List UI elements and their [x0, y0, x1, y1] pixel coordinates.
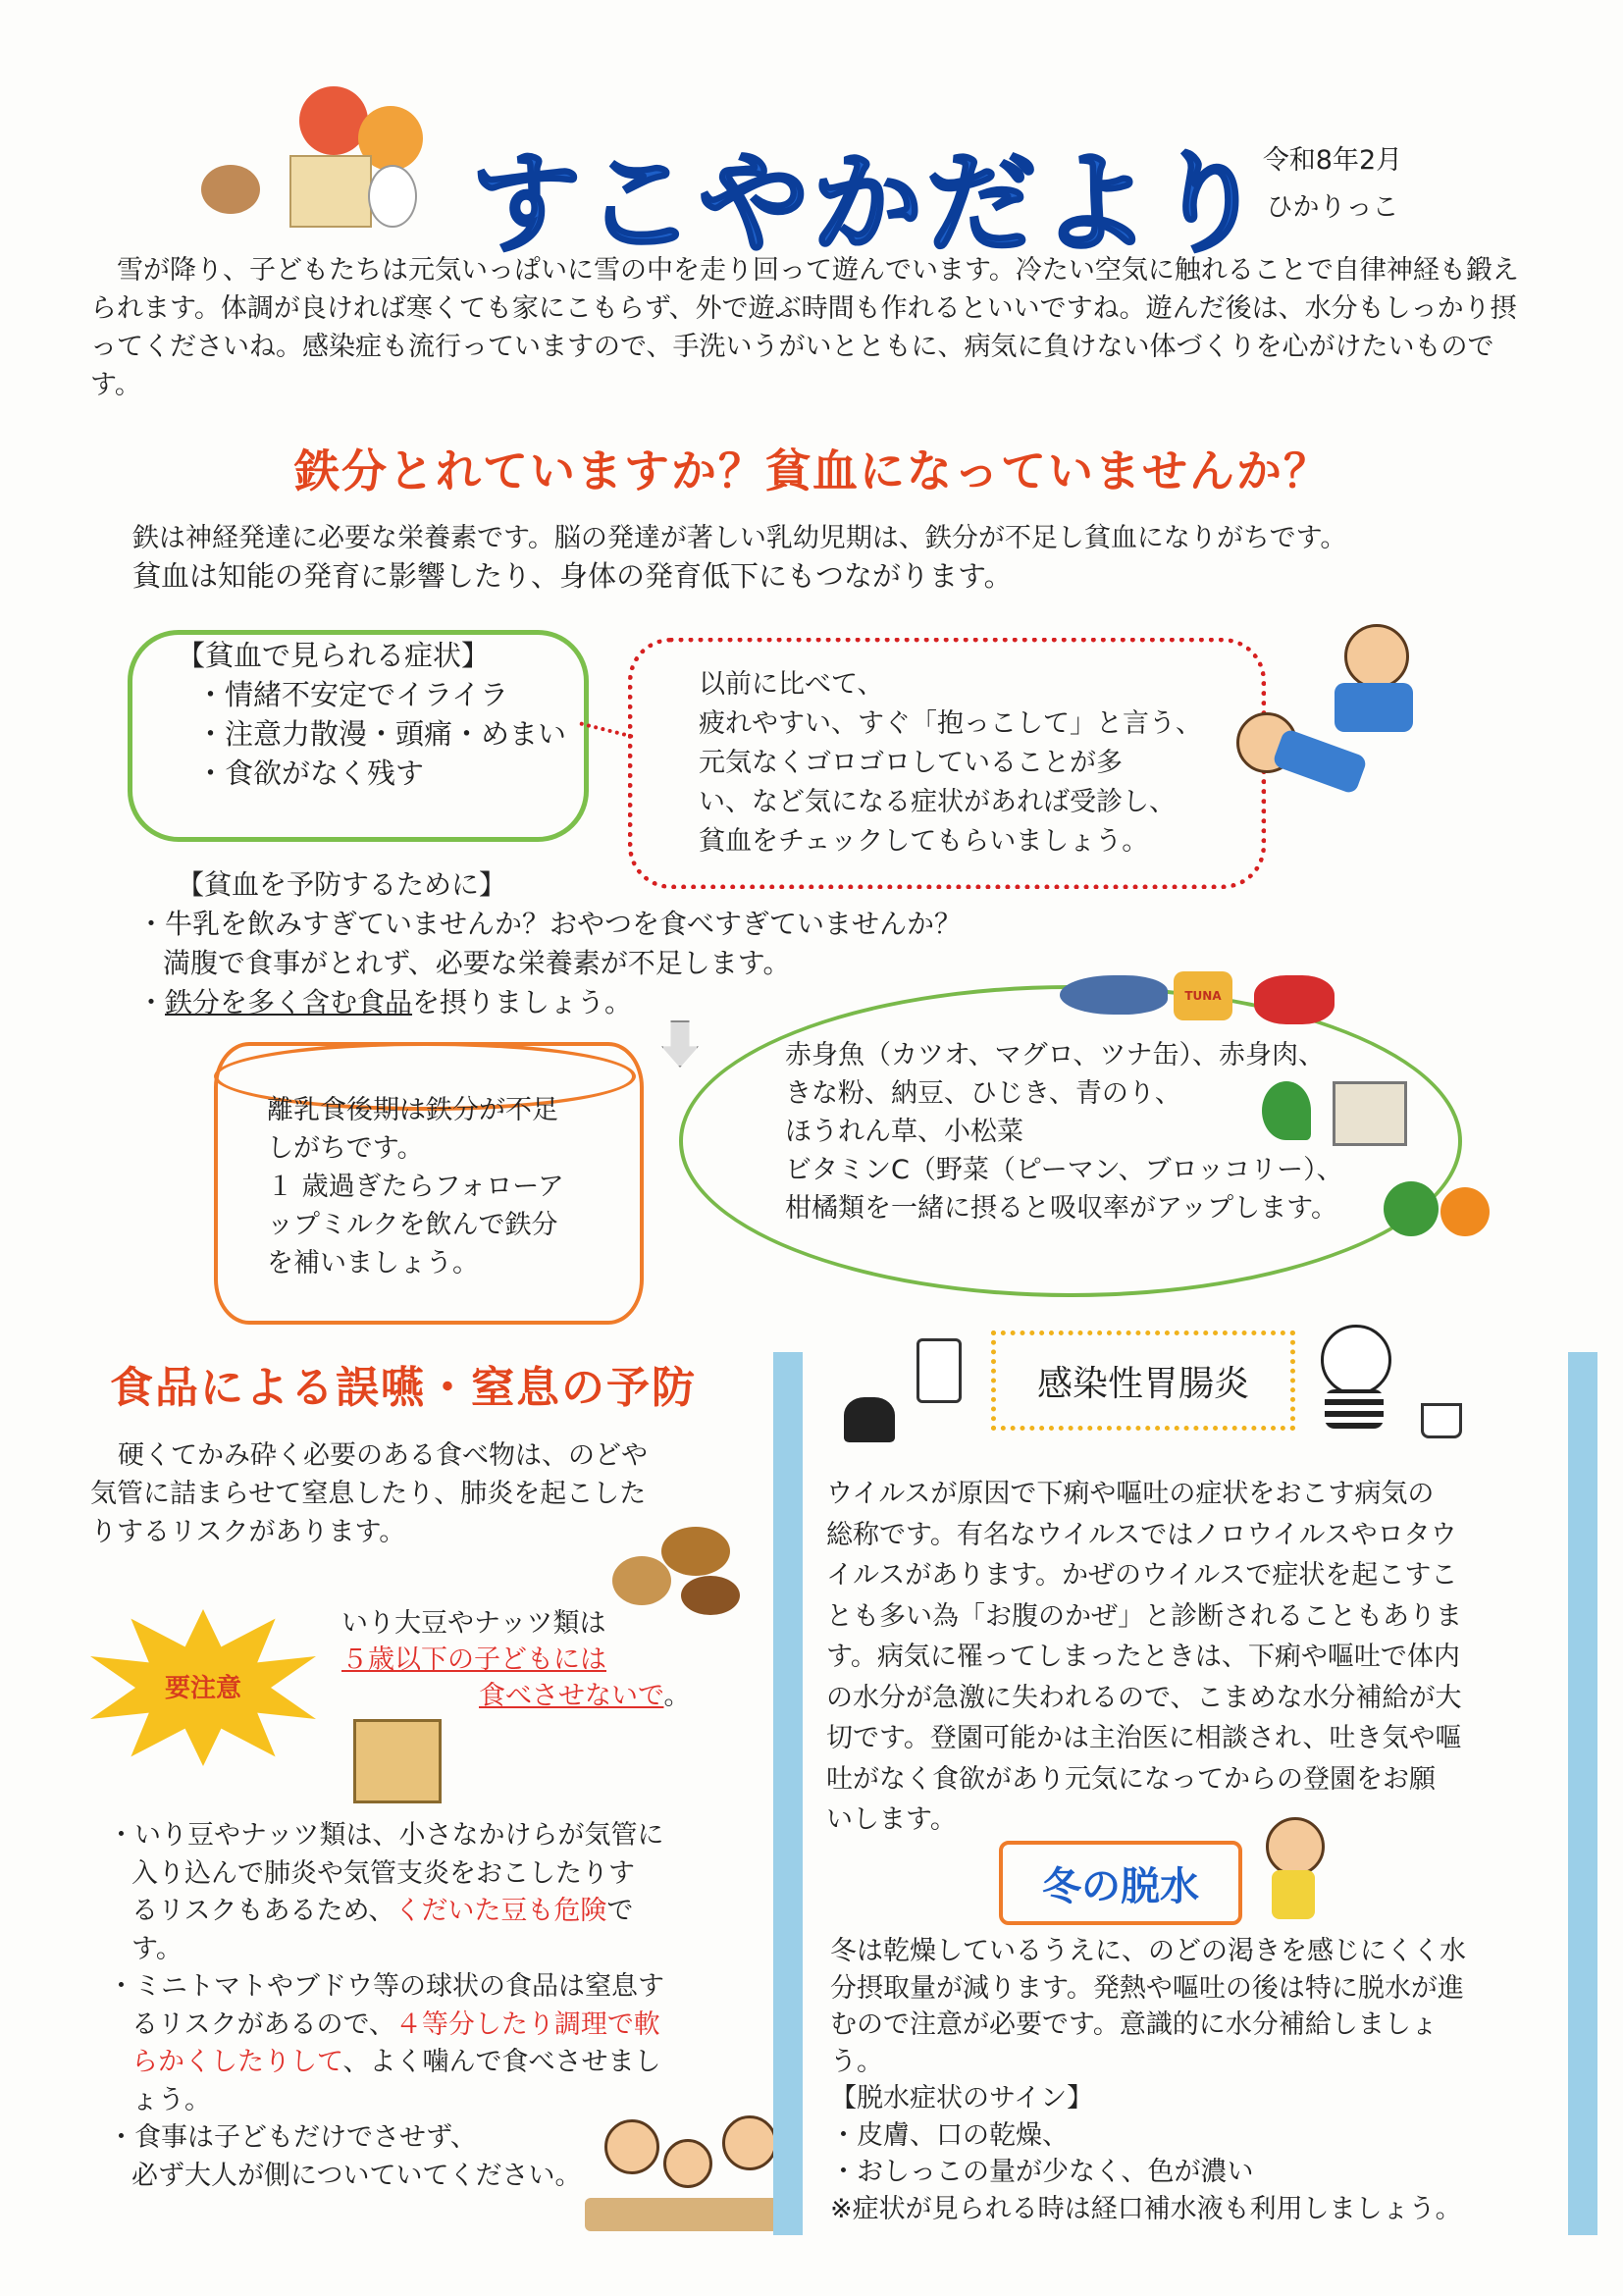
organization-name: ひかりっこ [1266, 192, 1399, 223]
body-line: う。 [830, 2046, 883, 2077]
list-line: 入り込んで肺炎や気管支炎をおこしたりす [131, 1857, 635, 1889]
food-line: 赤身魚（カツオ、マグロ、ツナ缶）、赤身肉、 [785, 1040, 1325, 1070]
symptom-item: ・食欲がなく残す [196, 757, 425, 790]
body-line: とも多い為「お腹のかぜ」と診断されることもありま [826, 1600, 1462, 1632]
choking-lead [90, 1436, 648, 1551]
body-line: 分摂取量が減ります。発熱や嘔吐の後は特に脱水が進 [830, 1972, 1464, 2004]
intro-paragraph: 雪が降り、子どもたちは元気いっぱいに雪の中を走り回って遊んでいます。冷たい空気に触れることで自律神経も鍛えられます。体調が良ければ寒くても家にこもらず、外で遊ぶ時間も作れるといいですね。遊んだ後は、水分もしっかり摂ってくださいね。感染症も流行っていますので、手洗いうがいとともに、病気に負けない体づくりを心がけたいものです。 [90, 255, 1519, 400]
gastroenteritis-heading: 感染性胃腸炎 [1036, 1363, 1249, 1404]
list-line [108, 1893, 726, 1931]
dehydration-note: ※症状が見られる時は経口補水液も利用しましょう。 [830, 2193, 1462, 2224]
bullet: ・ [137, 986, 166, 1018]
gastroenteritis-body [826, 1474, 1462, 1841]
prevent-item-1-detail: 満腹で食事がとれず、必要な栄養素が不足します。 [163, 947, 791, 979]
body-line: いします。 [826, 1804, 957, 1835]
iron-heading: 鉄分とれていますか？貧血になっていませんか？ [294, 444, 1331, 497]
warning-line-3 [341, 1678, 690, 1714]
orange-icon [1440, 1187, 1490, 1236]
warning-line-2: ５歳以下の子どもには [341, 1644, 606, 1675]
body-line: の水分が急激に失われるので、こまめな水分補給が大 [826, 1682, 1462, 1713]
body-line: イルスがあります。かぜのウイルスで症状を起こすこ [826, 1560, 1458, 1591]
dehydration-body [830, 1933, 1466, 2227]
tuna-can-icon: TUNA [1174, 971, 1232, 1020]
warning-end: 。 [663, 1681, 691, 1711]
sick-child-illustration [1311, 1325, 1399, 1433]
symptom-item: ・情緒不安定でイライラ [196, 678, 509, 711]
symptoms-text [177, 636, 566, 793]
iron-lead-line-1: 鉄は神経発達に必要な栄養素です。脳の発達が著しい乳幼児期は、鉄分が不足し貧血になりがちです。 [132, 523, 1347, 553]
dehydration-heading-box [999, 1841, 1242, 1925]
spinach-icon [1262, 1081, 1311, 1140]
choking-heading: 食品による誤嚥・窒息の予防 [110, 1363, 697, 1413]
iron-lead [132, 520, 1526, 595]
header-illustration [201, 86, 427, 234]
iron-lead-line-2: 貧血は知能の発育に影響したり、身体の発育低下にもつながります。 [132, 559, 1013, 593]
kettle-icon [844, 1397, 895, 1442]
food-line: 柑橘類を一緒に摂ると吸収率がアップします。 [785, 1193, 1337, 1224]
signs-title: 【脱水症状のサイン】 [830, 2083, 1094, 2113]
bubble-line: 疲れやすい、すぐ「抱っこして」と言う、 [699, 708, 1202, 739]
food-line: ビタミンC（野菜（ピーマン、ブロッコリー）、 [785, 1155, 1343, 1185]
down-arrow-icon [661, 1020, 699, 1068]
medicine-bottle-icon [916, 1338, 962, 1403]
body-line: 総称です。有名なウイルスではノロウイルスやロタウ [826, 1519, 1457, 1550]
iron-foods-link-text: 鉄分を多く含む食品 [165, 986, 413, 1018]
text: で [606, 1896, 634, 1926]
natto-icon [1333, 1081, 1407, 1146]
body-line: 切です。登園可能かは主治医に相談され、吐き気や嘔 [826, 1723, 1462, 1753]
prevent-title: 【貧血を予防するために】 [177, 868, 507, 901]
bubble-line: 元気なくゴロゴロしていることが多 [699, 748, 1123, 778]
warning-text [341, 1605, 690, 1714]
emphasis: らかくしたりして [131, 2047, 343, 2077]
prevent-item-2-end: を摂りましょう。 [412, 986, 633, 1018]
prevent-item-1: ・牛乳を飲みすぎていませんか？おやつを食べすぎていませんか？ [137, 908, 963, 940]
body-line: 吐がなく食欲があり元気になってからの登園をお願 [826, 1763, 1436, 1795]
warning-emphasis: 食べさせないで [479, 1681, 664, 1711]
can-line: 離乳食後期は鉄分が不足 [267, 1095, 558, 1125]
can-line: しがちです。 [267, 1133, 424, 1164]
list-line: ・ミニトマトやブドウ等の球状の食品は窒息す [108, 1971, 664, 2002]
can-line: ップミルクを飲んで鉄分 [267, 1210, 558, 1240]
list-line: す。 [131, 1933, 183, 1964]
symptoms-title: 【貧血で見られる症状】 [177, 639, 491, 672]
issue-date-block [1254, 137, 1411, 232]
body-line: す。病気に罹ってしまったときは、下痢や嘔吐で体内 [826, 1642, 1460, 1672]
list-line: 必ず大人が側についていてください。 [131, 2160, 582, 2191]
tuna-fish-icon [1060, 975, 1168, 1015]
text: るリスクがあるので、 [131, 2009, 395, 2040]
drinking-child-illustration [1266, 1817, 1325, 1925]
red-meat-icon [1254, 975, 1335, 1024]
can-line: を補いましょう。 [267, 1248, 479, 1278]
body-line: むので注意が必要です。意識的に水分補給しましょ [830, 2009, 1438, 2040]
lead-line: りするリスクがあります。 [90, 1517, 406, 1547]
bubble-line: 貧血をチェックしてもらいましょう。 [699, 826, 1149, 857]
bubble-line: 以前に比べて、 [699, 669, 884, 700]
sign-item: ・おしっこの量が少なく、色が濃い [830, 2157, 1254, 2187]
lead-line: 硬くてかみ砕く必要のある食べ物は、のどや [118, 1440, 648, 1471]
food-line: ほうれん草、小松菜 [785, 1117, 1023, 1147]
caution-label: 要注意 [164, 1674, 241, 1703]
emphasis: くだいた豆も危険 [394, 1896, 607, 1926]
text: 、よく噛んで食べさせまし [342, 2047, 661, 2077]
can-text [267, 1091, 564, 1282]
sign-item: ・皮膚、口の乾燥、 [830, 2119, 1069, 2151]
newsletter-title: すこやかだより [471, 140, 1268, 268]
broccoli-icon [1384, 1181, 1439, 1236]
issue-date: 令和8年2月 [1262, 145, 1403, 176]
dehydration-heading: 冬の脱水 [1042, 1863, 1199, 1909]
list-line [108, 2007, 726, 2045]
soybean-box-icon [353, 1719, 442, 1803]
body-line: 冬は乾燥しているうえに、のどの渇きを感じにくく水 [830, 1936, 1466, 1966]
text: るリスクもあるため、 [131, 1896, 395, 1926]
gastroenteritis-heading-box [991, 1331, 1295, 1431]
can-line: １ 歳過ぎたらフォローア [267, 1172, 564, 1202]
advice-bubble-text [699, 665, 1202, 861]
list-line: ょう。 [131, 2084, 211, 2115]
symptom-item: ・注意力散漫・頭痛・めまい [196, 717, 567, 751]
bubble-line: い、など気になる症状があれば受診し、 [699, 787, 1176, 817]
body-line: ウイルスが原因で下痢や嘔吐の症状をおこす病気の [826, 1479, 1435, 1509]
lead-line: 気管に詰まらせて窒息したり、肺炎を起こした [90, 1479, 647, 1509]
tired-child-illustration [1236, 624, 1433, 810]
list-line [108, 2044, 726, 2082]
iron-foods-text [785, 1036, 1343, 1227]
cup-icon [1421, 1403, 1462, 1438]
family-meal-illustration [585, 2110, 801, 2237]
warning-line-1: いり大豆やナッツ類は [341, 1608, 606, 1639]
food-line: きな粉、納豆、ひじき、青のり、 [785, 1078, 1181, 1109]
emphasis: ４等分したり調理で軟 [394, 2009, 660, 2040]
list-line: ・いり豆やナッツ類は、小さなかけらが気管に [108, 1820, 664, 1851]
list-line: ・食事は子どもだけでさせず、 [108, 2122, 477, 2153]
